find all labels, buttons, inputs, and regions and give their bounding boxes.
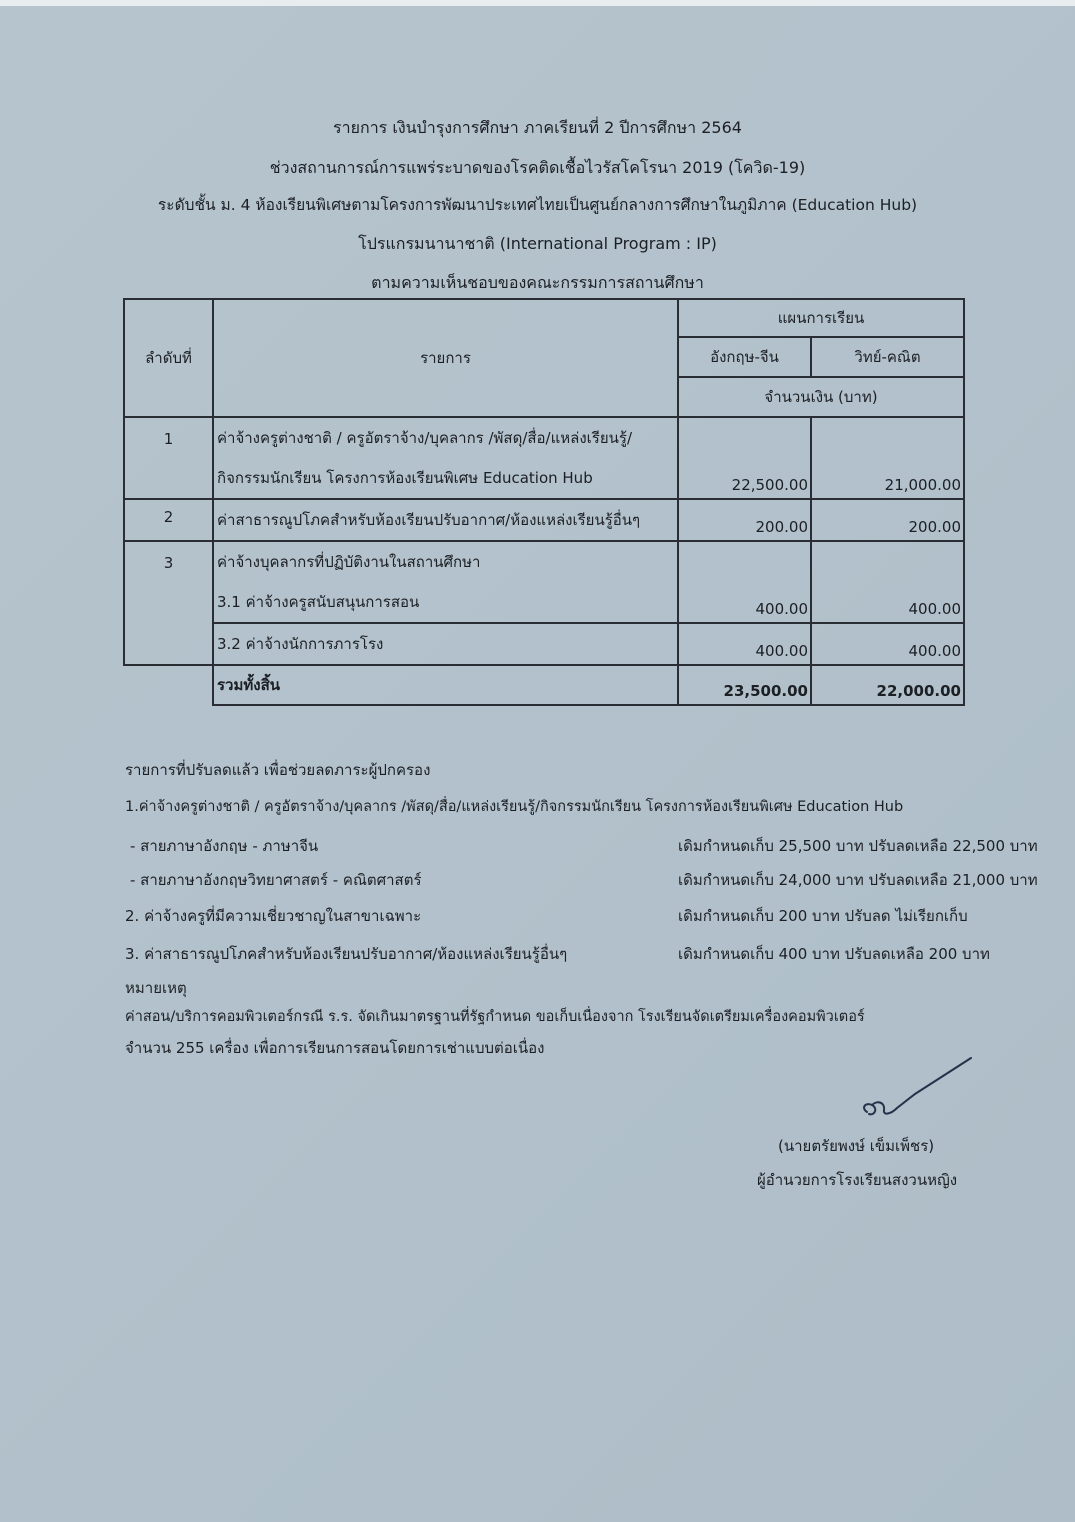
- signatory-position: ผู้อำนวยการโรงเรียนสงวนหญิง: [757, 1171, 958, 1189]
- header-seq: ลำดับที่: [124, 299, 213, 417]
- header-plan-eng-chinese: อังกฤษ-จีน: [678, 337, 811, 377]
- doc-subtitle-program: โปรแกรมนานาชาติ (International Program : IP): [358, 234, 717, 253]
- header-amount: จำนวนเงิน (บาท): [678, 377, 964, 417]
- row-description-line: กิจกรรมนักเรียน โครงการห้องเรียนพิเศษ Education Hub: [217, 469, 593, 487]
- remark-line-1: ค่าสอน/บริการคอมพิวเตอร์กรณี ร.ร. จัดเกินมาตรฐานที่รัฐกำหนด ขอเก็บเนื่องจาก โรงเรียนจัดเตรียมเครื่องคอมพิวเตอร์: [125, 1009, 865, 1025]
- amount-eng-chinese: 200.00: [678, 499, 811, 541]
- note-item-1a: - สายภาษาอังกฤษ - ภาษาจีน: [130, 837, 319, 855]
- header-plan-sci-math: วิทย์-คณิต: [811, 337, 964, 377]
- amount-sci-math: 200.00: [811, 499, 964, 541]
- signatory-name: (นายตรัยพงษ์ เข็มเพ็ชร): [778, 1137, 935, 1155]
- total-eng-chinese: 23,500.00: [678, 665, 811, 705]
- signature-mark: [855, 1050, 980, 1125]
- amount-sci-math: 400.00: [811, 623, 964, 665]
- row-description-line: ค่าสาธารณูปโภคสำหรับห้องเรียนปรับอากาศ/ห้องแหล่งเรียนรู้อื่นๆ: [217, 511, 641, 529]
- remark-label: หมายเหตุ: [125, 979, 187, 997]
- row-seq: 2: [124, 499, 213, 541]
- total-row: [124, 665, 964, 705]
- row-seq: 3: [124, 541, 213, 665]
- row-seq: 1: [124, 417, 213, 499]
- note-item-1b-amount: เดิมกำหนดเก็บ 24,000 บาท ปรับลดเหลือ 21,000 บาท: [678, 871, 1038, 889]
- doc-title: รายการ เงินบำรุงการศึกษา ภาคเรียนที่ 2 ปีการศึกษา 2564: [333, 118, 742, 137]
- header-plan: แผนการเรียน: [678, 299, 964, 337]
- total-sci-math: 22,000.00: [811, 665, 964, 705]
- note-item-2: 2. ค่าจ้างครูที่มีความเชี่ยวชาญในสาขาเฉพาะ: [125, 907, 422, 925]
- notes-heading: รายการที่ปรับลดแล้ว เพื่อช่วยลดภาระผู้ปกครอง: [125, 761, 431, 779]
- row-description: [213, 623, 678, 665]
- total-blank-cell: [124, 665, 213, 705]
- doc-subtitle-covid: ช่วงสถานการณ์การแพร่ระบาดของโรคติดเชื้อไวรัสโคโรนา 2019 (โควิด-19): [269, 158, 806, 177]
- note-item-1a-amount: เดิมกำหนดเก็บ 25,500 บาท ปรับลดเหลือ 22,500 บาท: [678, 837, 1038, 855]
- row-description-line: ค่าจ้างบุคลากรที่ปฏิบัติงานในสถานศึกษา: [217, 553, 481, 571]
- row-description-line: ค่าจ้างครูต่างชาติ / ครูอัตราจ้าง/บุคลากร /พัสดุ/สื่อ/แหล่งเรียนรู้/: [217, 429, 633, 447]
- amount-sci-math: 21,000.00: [811, 417, 964, 499]
- row-description: [213, 541, 678, 623]
- doc-subtitle-approval: ตามความเห็นชอบของคณะกรรมการสถานศึกษา: [371, 273, 704, 292]
- note-item-1b: - สายภาษาอังกฤษวิทยาศาสตร์ - คณิตศาสตร์: [130, 871, 422, 889]
- row-sub-item: 3.1 ค่าจ้างครูสนับสนุนการสอน: [217, 593, 420, 611]
- row-description: [213, 417, 678, 499]
- table-row: [124, 623, 964, 665]
- row-sub-item: 3.2 ค่าจ้างนักการภารโรง: [217, 635, 384, 653]
- row-description: [213, 499, 678, 541]
- fee-table: [123, 298, 965, 706]
- note-item-3: 3. ค่าสาธารณูปโภคสำหรับห้องเรียนปรับอากาศ/ห้องแหล่งเรียนรู้อื่นๆ: [125, 945, 568, 963]
- header-item: รายการ: [213, 299, 678, 417]
- table-row: [124, 499, 964, 541]
- amount-eng-chinese: 400.00: [678, 623, 811, 665]
- note-item-1: 1.ค่าจ้างครูต่างชาติ / ครูอัตราจ้าง/บุคลากร /พัสดุ/สื่อ/แหล่งเรียนรู้/กิจกรรมนักเรียน โครงการห้องเรียนพิเศษ Education Hub: [125, 799, 904, 815]
- note-item-2-amount: เดิมกำหนดเก็บ 200 บาท ปรับลด ไม่เรียกเก็บ: [678, 907, 968, 925]
- note-item-3-amount: เดิมกำหนดเก็บ 400 บาท ปรับลดเหลือ 200 บาท: [678, 945, 990, 963]
- table-row: [124, 541, 964, 623]
- paper-top-edge: [0, 0, 1075, 6]
- table-row: [124, 417, 964, 499]
- remark-line-2: จำนวน 255 เครื่อง เพื่อการเรียนการสอนโดยการเช่าแบบต่อเนื่อง: [125, 1039, 545, 1057]
- amount-eng-chinese: 22,500.00: [678, 417, 811, 499]
- amount-eng-chinese: 400.00: [678, 541, 811, 623]
- amount-sci-math: 400.00: [811, 541, 964, 623]
- doc-subtitle-level: ระดับชั้น ม. 4 ห้องเรียนพิเศษตามโครงการพัฒนาประเทศไทยเป็นศูนย์กลางการศึกษาในภูมิภาค (Education Hub): [157, 196, 918, 214]
- total-label: รวมทั้งสิ้น: [213, 665, 678, 705]
